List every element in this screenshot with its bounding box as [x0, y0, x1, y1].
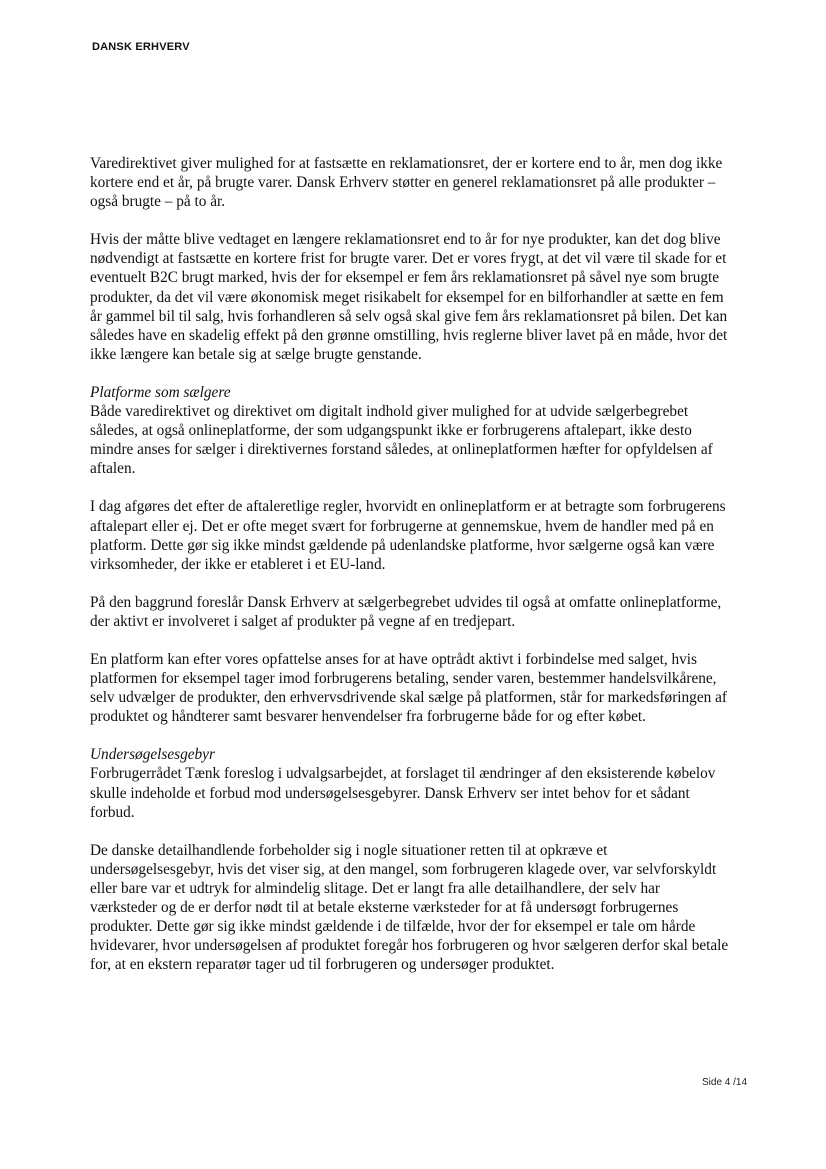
paragraph-6: En platform kan efter vores opfattelse anses for at have optrådt aktivt i forbindelse med salget, hvis platformen for eksempel tager imod forbrugerens betaling, sender varen, bestemmer handelsvilkårene, selv udvælger de produkter, den erhvervsdrivende skal sælge på platformen, står for markedsføringen af produktet og håndterer samt besvarer henvendelser fra forbrugerne både for og efter købet.	[90, 650, 727, 726]
section-undersoegelsesgebyr	[90, 745, 730, 821]
paragraph-2: Hvis der måtte blive vedtaget en længere reklamationsret end to år for nye produkter, kan det dog blive nødvendigt at fastsætte en kortere frist for brugte varer. Det er vores frygt, at det vil være til skade for et eventuelt B2C brugt marked, hvis der for eksempel er fem års reklamationsret på såvel nye som brugte produkter, da det vil være økonomisk meget risikabelt for eksempel for en bilforhandler at sætte en fem år gammel bil til salg, hvis forhandleren så selv også skal give fem års reklamationsret på bilen. Det kan således have en skadelig effekt på den grønne omstilling, hvis reglerne bliver lavet på en måde, hvor det ikke længere kan betale sig at sælge brugte genstande.	[90, 231, 728, 363]
document-body	[90, 154, 730, 993]
paragraph-5: På den baggrund foreslår Dansk Erhverv at sælgerbegrebet udvides til også at omfatte onlineplatforme, der aktivt er involveret i salget af produkter på vegne af en tredjepart.	[90, 593, 722, 630]
paragraph-7: Forbrugerrådet Tænk foreslog i udvalgsarbejdet, at forslaget til ændringer af den eksisterende købelov skulle indeholde et forbud mod undersøgelsesgebyrer. Dansk Erhverv ser intet behov for et sådant forbud.	[90, 765, 716, 821]
subheading-undersoegelsesgebyr: Undersøgelsesgebyr	[90, 746, 215, 764]
subheading-platforme: Platforme som sælgere	[90, 383, 231, 401]
paragraph-1: Varedirektivet giver mulighed for at fastsætte en reklamationsret, der er kortere end to år, men dog ikke kortere end et år, på brugte varer. Dansk Erhverv støtter en generel reklamationsret på alle produkter – også brugte – på to år.	[90, 155, 723, 211]
section-platforme	[90, 383, 730, 478]
page-number: Side 4 /14	[702, 1077, 748, 1088]
paragraph-4: I dag afgøres det efter de aftaleretlige regler, hvorvidt en onlineplatform er at betragte som forbrugerens aftalepart eller ej. Det er ofte meget svært for forbrugerne at gennemskue, hvem de handler med på en platform. Dette gør sig ikke mindst gældende på udenlandske platforme, hvor sælgerne også kan være virksomheder, der ikke er etableret i et EU-land.	[90, 498, 726, 573]
paragraph-8: De danske detailhandlende forbeholder sig i nogle situationer retten til at opkræve et undersøgelsesgebyr, hvis det viser sig, at den mangel, som forbrugeren klagede over, var selvforskyldt eller bare var et udtryk for almindelig slitage. Det er langt fra alle detailhandlere, der selv har værksteder og de er derfor nødt til at betale eksterne værksteder for at få undersøgt forbrugernes produkter. Dette gør sig ikke mindst gældende i de tilfælde, hvor der for eksempel er tale om hårde hvidevarer, hvor undersøgelsen af produktet foregår hos forbrugeren og hvor sælgeren derfor skal betale for, at en ekstern reparatør tager ud til forbrugeren og undersøger produktet.	[90, 841, 729, 974]
paragraph-3: Både varedirektivet og direktivet om digitalt indhold giver mulighed for at udvide sælgerbegrebet således, at også onlineplatforme, der som udgangspunkt ikke er forbrugerens aftalepart, ikke desto mindre anses for sælger i direktivernes forstand således, at onlineplatformen hæfter for opfyldelsen af aftalen.	[90, 403, 713, 478]
organization-header: DANSK ERHVERV	[92, 41, 190, 53]
